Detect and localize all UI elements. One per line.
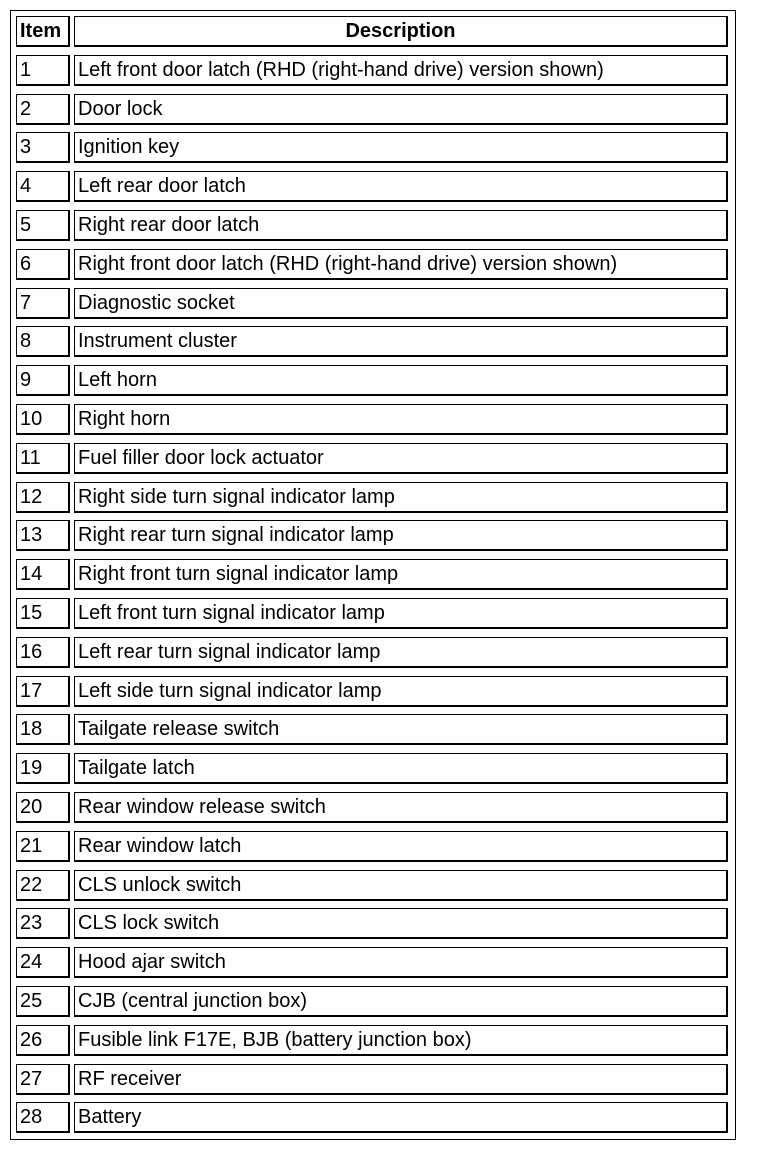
table-row [16, 443, 728, 474]
item-number-cell: 1 [16, 55, 70, 86]
item-number-cell: 4 [16, 171, 70, 202]
item-description-cell: RF receiver [74, 1064, 728, 1095]
table-row [16, 1064, 728, 1095]
table-row [16, 676, 728, 707]
item-description-cell: Ignition key [74, 132, 728, 163]
item-number-cell: 22 [16, 870, 70, 901]
table-row [16, 482, 728, 513]
item-number-cell: 21 [16, 831, 70, 862]
table-row [16, 637, 728, 668]
item-description-cell: Left rear turn signal indicator lamp [74, 637, 728, 668]
item-description-cell: Fusible link F17E, BJB (battery junction box) [74, 1025, 728, 1056]
column-header-item: Item [16, 16, 70, 47]
item-description-cell: Rear window latch [74, 831, 728, 862]
item-description-cell: Door lock [74, 94, 728, 125]
item-description-cell: Right side turn signal indicator lamp [74, 482, 728, 513]
item-number-cell: 2 [16, 94, 70, 125]
item-description-cell: Right horn [74, 404, 728, 435]
item-number-cell: 5 [16, 210, 70, 241]
item-number-cell: 25 [16, 986, 70, 1017]
item-description-cell: Left horn [74, 365, 728, 396]
table-row [16, 714, 728, 745]
item-number-cell: 6 [16, 249, 70, 280]
item-number-cell: 28 [16, 1102, 70, 1133]
item-number-cell: 13 [16, 520, 70, 551]
item-description-cell: Left front door latch (RHD (right-hand drive) version shown) [74, 55, 728, 86]
table-row [16, 404, 728, 435]
item-description-cell: Right rear turn signal indicator lamp [74, 520, 728, 551]
item-description-cell: Hood ajar switch [74, 947, 728, 978]
item-number-cell: 11 [16, 443, 70, 474]
item-description-cell: Diagnostic socket [74, 288, 728, 319]
table-row [16, 249, 728, 280]
item-number-cell: 18 [16, 714, 70, 745]
item-description-cell: Right rear door latch [74, 210, 728, 241]
item-number-cell: 20 [16, 792, 70, 823]
item-description-cell: Left front turn signal indicator lamp [74, 598, 728, 629]
item-description-cell: Instrument cluster [74, 326, 728, 357]
table-row [16, 870, 728, 901]
item-number-cell: 8 [16, 326, 70, 357]
table-row [16, 94, 728, 125]
table-row [16, 559, 728, 590]
table-row [16, 288, 728, 319]
table-row [16, 986, 728, 1017]
item-number-cell: 16 [16, 637, 70, 668]
item-description-cell: Rear window release switch [74, 792, 728, 823]
table-row [16, 520, 728, 551]
item-description-cell: Tailgate latch [74, 753, 728, 784]
item-number-cell: 14 [16, 559, 70, 590]
item-number-cell: 10 [16, 404, 70, 435]
item-number-cell: 3 [16, 132, 70, 163]
item-description-cell: Battery [74, 1102, 728, 1133]
table-row [16, 326, 728, 357]
item-number-cell: 17 [16, 676, 70, 707]
item-description-cell: CJB (central junction box) [74, 986, 728, 1017]
table-row [16, 210, 728, 241]
item-description-cell: Right front door latch (RHD (right-hand drive) version shown) [74, 249, 728, 280]
item-number-cell: 19 [16, 753, 70, 784]
item-description-cell: Left rear door latch [74, 171, 728, 202]
item-number-cell: 24 [16, 947, 70, 978]
item-number-cell: 26 [16, 1025, 70, 1056]
item-description-cell: Left side turn signal indicator lamp [74, 676, 728, 707]
item-number-cell: 23 [16, 908, 70, 939]
table-row [16, 1025, 728, 1056]
item-number-cell: 7 [16, 288, 70, 319]
table-row [16, 598, 728, 629]
item-description-cell: CLS lock switch [74, 908, 728, 939]
table-row [16, 831, 728, 862]
table-row [16, 792, 728, 823]
table-row [16, 171, 728, 202]
table-row [16, 908, 728, 939]
item-description-cell: Fuel filler door lock actuator [74, 443, 728, 474]
item-number-cell: 12 [16, 482, 70, 513]
table-row [16, 1102, 728, 1133]
item-number-cell: 15 [16, 598, 70, 629]
item-number-cell: 27 [16, 1064, 70, 1095]
parts-table [16, 16, 728, 1141]
column-header-description: Description [74, 16, 728, 47]
item-description-cell: Tailgate release switch [74, 714, 728, 745]
table-row [16, 365, 728, 396]
table-row [16, 55, 728, 86]
item-number-cell: 9 [16, 365, 70, 396]
table-row [16, 947, 728, 978]
table-row [16, 753, 728, 784]
item-description-cell: CLS unlock switch [74, 870, 728, 901]
item-description-cell: Right front turn signal indicator lamp [74, 559, 728, 590]
table-row [16, 132, 728, 163]
parts-table-frame [10, 10, 736, 1140]
table-header-row [16, 16, 728, 47]
